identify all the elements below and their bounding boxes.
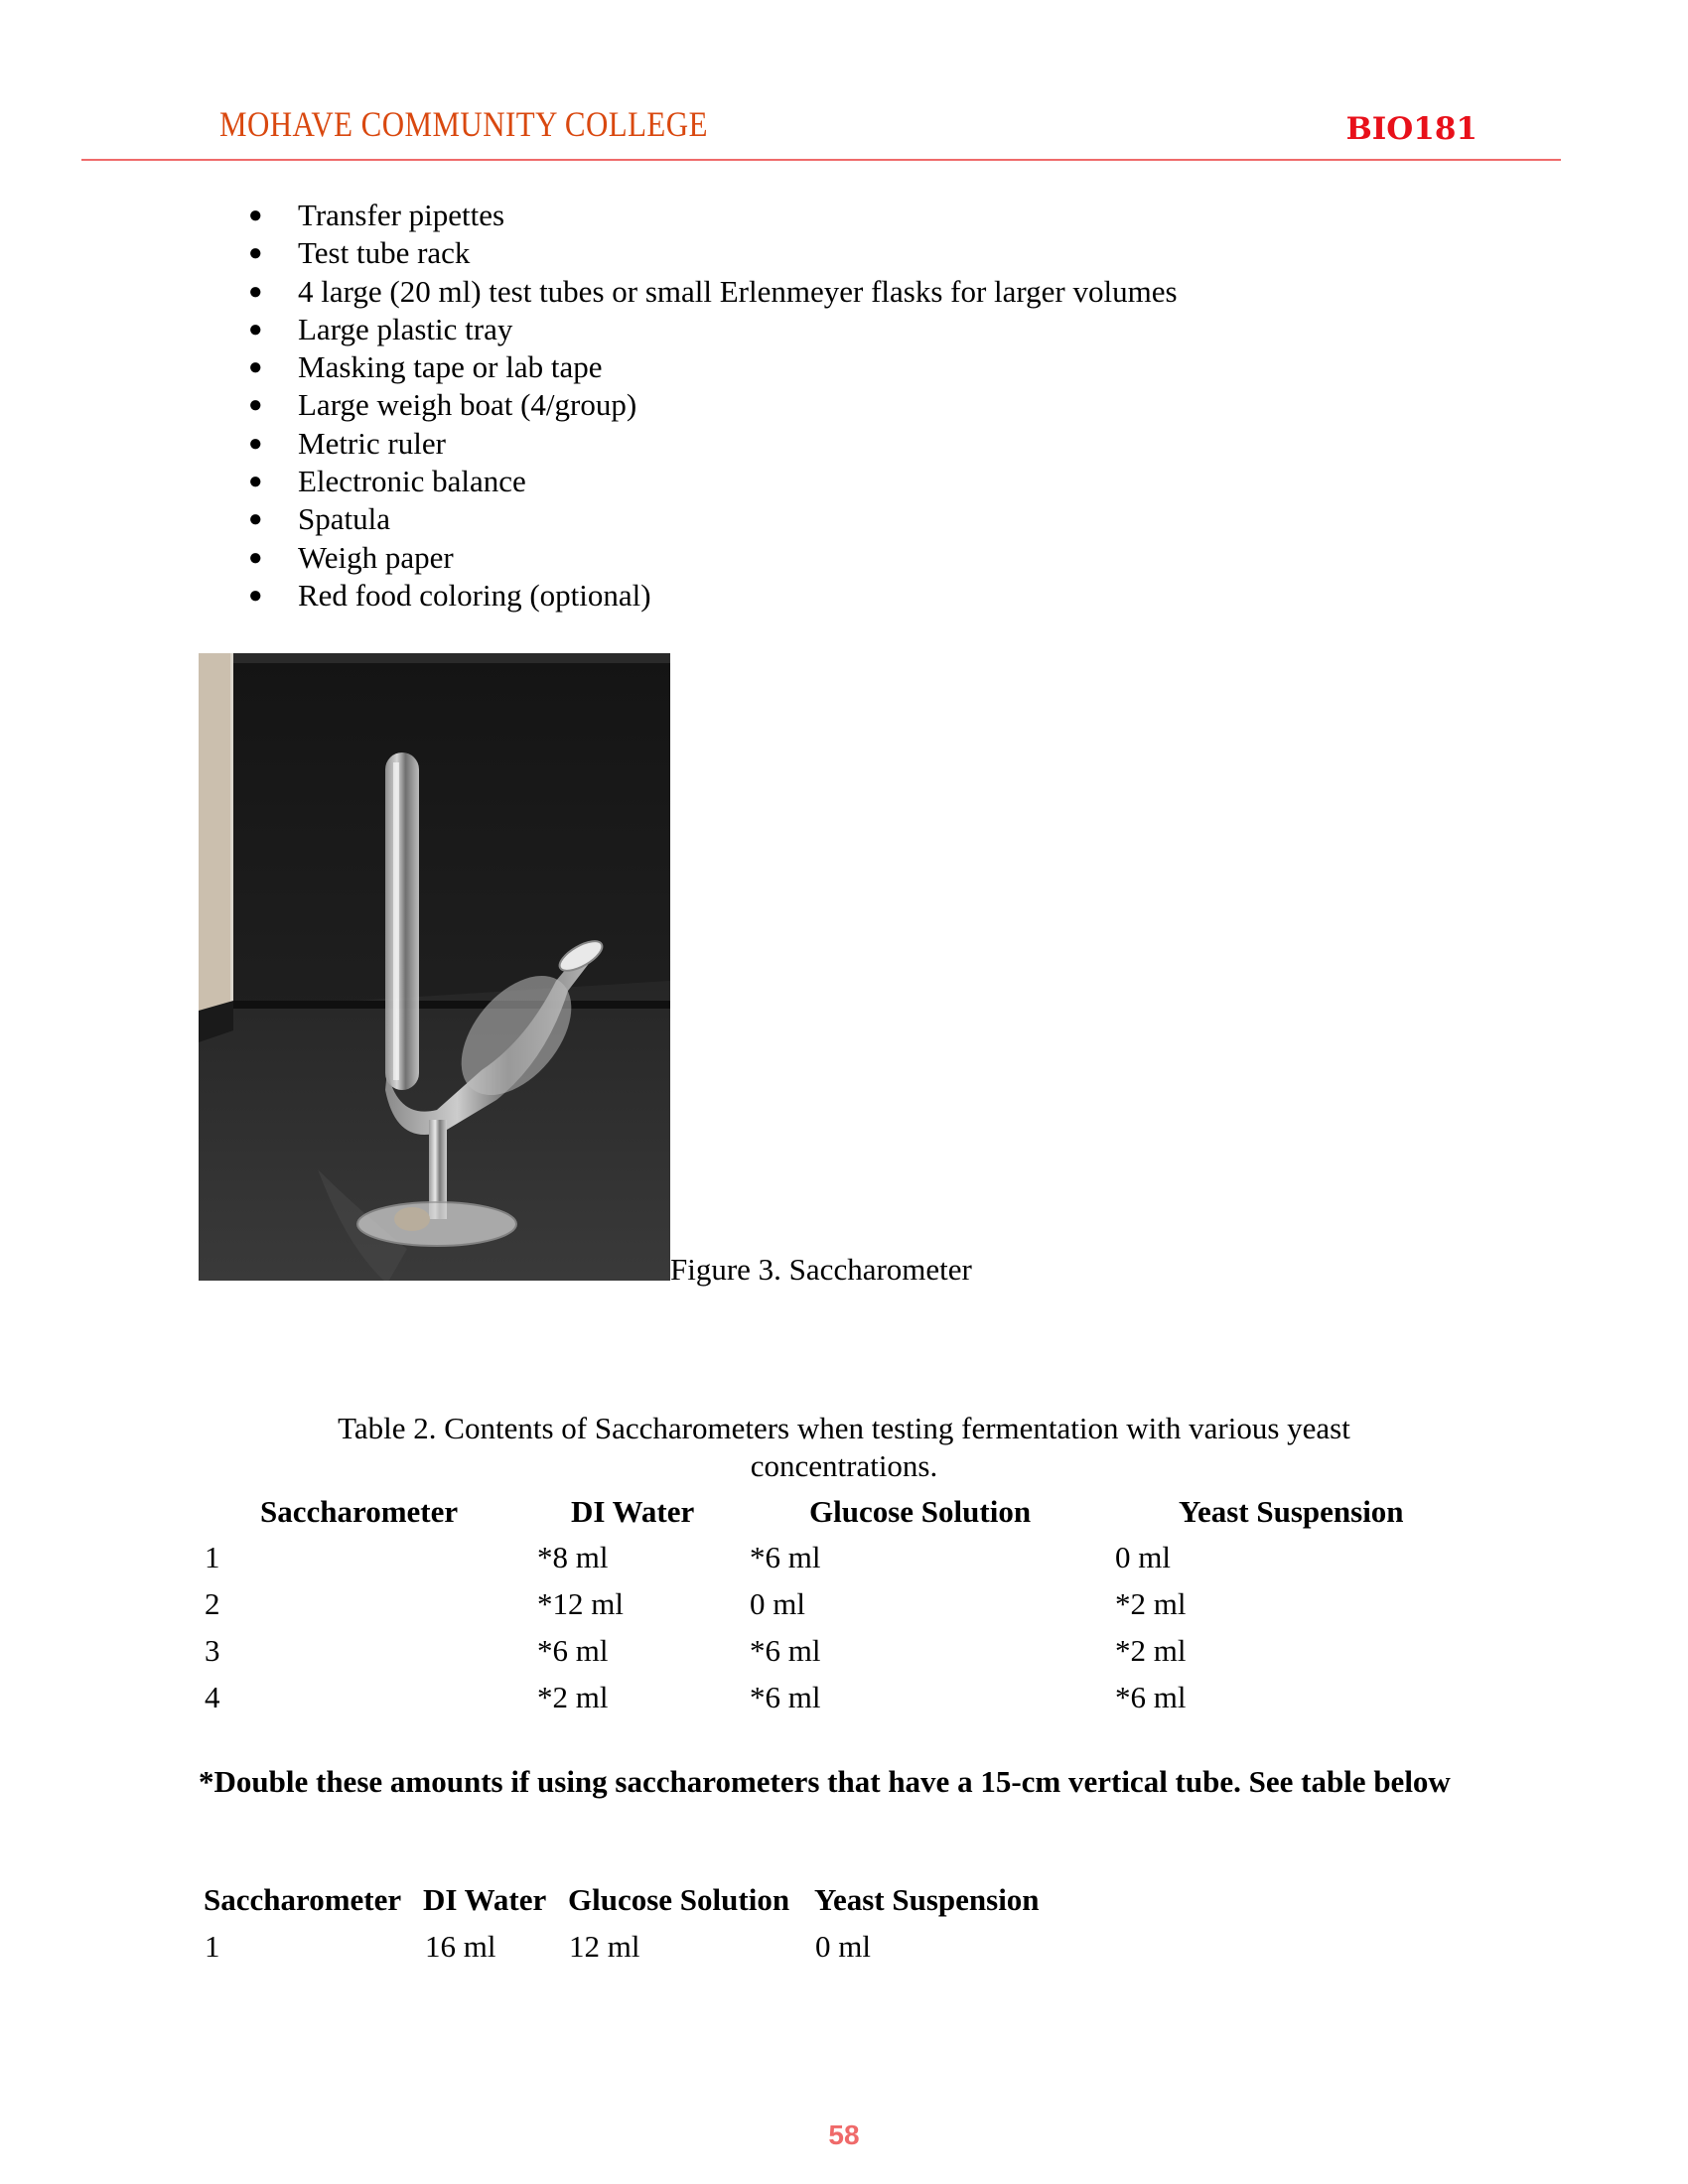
header-rule bbox=[81, 159, 1561, 161]
bullet-icon: ● bbox=[248, 582, 263, 609]
table3-header-di-water: DI Water bbox=[423, 1882, 547, 1917]
saccharometer-photo bbox=[199, 653, 670, 1281]
list-item: ● Red food coloring (optional) bbox=[248, 577, 1178, 614]
table-cell: 16 ml bbox=[425, 1929, 496, 1964]
table-cell: 2 bbox=[205, 1586, 220, 1621]
page-header bbox=[0, 0, 1688, 164]
list-item: ● Weigh paper bbox=[248, 539, 1178, 577]
bullet-icon: ● bbox=[248, 506, 263, 533]
bullet-icon: ● bbox=[248, 430, 263, 457]
course-code: BIO181 bbox=[1345, 111, 1477, 147]
table-cell: *6 ml bbox=[537, 1633, 609, 1668]
page-number: 58 bbox=[828, 2119, 860, 2150]
list-item: ● Masking tape or lab tape bbox=[248, 348, 1178, 386]
table2-caption: Table 2. Contents of Saccharometers when testing fermentation with various yeast concentrations. bbox=[338, 1411, 1350, 1483]
table-cell: *2 ml bbox=[1115, 1586, 1187, 1621]
table-cell: 1 bbox=[205, 1929, 220, 1964]
figure-caption: Figure 3. Saccharometer bbox=[670, 1252, 972, 1287]
table-cell: 4 bbox=[205, 1680, 220, 1714]
table2-header-glucose: Glucose Solution bbox=[809, 1494, 1032, 1529]
college-name: MOHAVE COMMUNITY COLLEGE bbox=[219, 104, 708, 144]
bullet-icon: ● bbox=[248, 203, 263, 228]
table2-header-saccharometer: Saccharometer bbox=[260, 1494, 459, 1529]
bullet-icon: ● bbox=[248, 469, 263, 495]
table-cell: 3 bbox=[205, 1633, 220, 1668]
table-cell: *6 ml bbox=[750, 1540, 821, 1574]
list-item: ● Electronic balance bbox=[248, 463, 1178, 500]
list-item: ● Spatula bbox=[248, 500, 1178, 538]
bullet-icon: ● bbox=[248, 278, 263, 305]
materials-list bbox=[248, 197, 1178, 614]
table-cell: 1 bbox=[205, 1540, 220, 1574]
list-item: ● 4 large (20 ml) test tubes or small Erlenmeyer flasks for larger volumes bbox=[248, 273, 1178, 311]
list-item: ● Transfer pipettes bbox=[248, 197, 1178, 234]
table3-header-saccharometer: Saccharometer bbox=[204, 1882, 402, 1917]
table-cell: *6 ml bbox=[1115, 1680, 1187, 1714]
bullet-icon: ● bbox=[248, 354, 263, 381]
table-cell: *6 ml bbox=[750, 1680, 821, 1714]
table2-header-di-water: DI Water bbox=[571, 1494, 695, 1529]
list-item: ● Large plastic tray bbox=[248, 311, 1178, 348]
list-item: ● Large weigh boat (4/group) bbox=[248, 386, 1178, 424]
bullet-icon: ● bbox=[248, 240, 263, 267]
list-item: ● Metric ruler bbox=[248, 425, 1178, 463]
table-cell: 0 ml bbox=[750, 1586, 805, 1621]
table-cell: 0 ml bbox=[1115, 1540, 1171, 1574]
table-cell: 12 ml bbox=[569, 1929, 640, 1964]
table-cell: *8 ml bbox=[537, 1540, 609, 1574]
table3-header-yeast: Yeast Suspension bbox=[814, 1882, 1040, 1917]
bullet-icon: ● bbox=[248, 544, 263, 571]
table-cell: 0 ml bbox=[815, 1929, 871, 1964]
table-cell: *12 ml bbox=[537, 1586, 624, 1621]
table-cell: *6 ml bbox=[750, 1633, 821, 1668]
table-cell: *2 ml bbox=[537, 1680, 609, 1714]
table2-header-yeast: Yeast Suspension bbox=[1179, 1494, 1404, 1529]
double-amounts-note: *Double these amounts if using saccharometers that have a 15-cm vertical tube. See table below bbox=[199, 1764, 1451, 1799]
table-cell: *2 ml bbox=[1115, 1633, 1187, 1668]
table3-header-glucose: Glucose Solution bbox=[568, 1882, 790, 1917]
bullet-icon: ● bbox=[248, 316, 263, 342]
bullet-icon: ● bbox=[248, 392, 263, 419]
list-item: ● Test tube rack bbox=[248, 234, 1178, 272]
